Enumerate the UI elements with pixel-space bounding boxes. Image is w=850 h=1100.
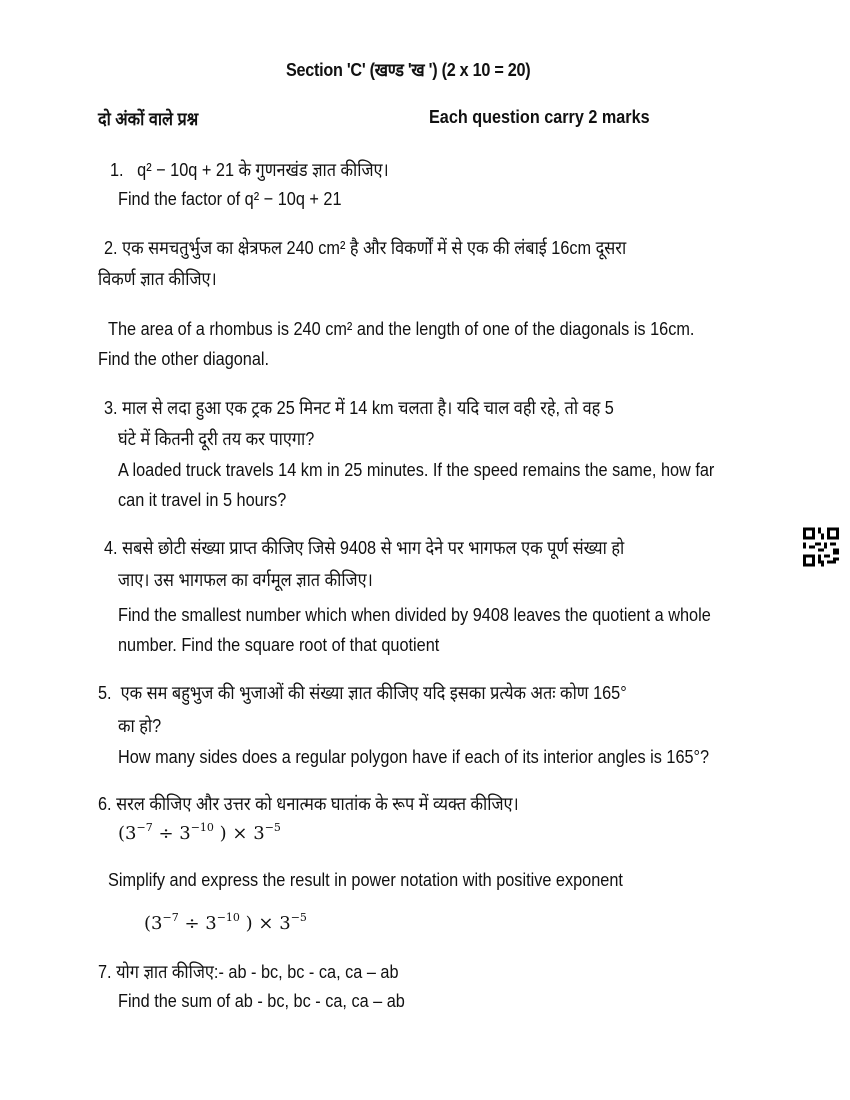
question-text-hindi: q² − 10q + 21 के गुणनखंड ज्ञात कीजिए।	[137, 159, 389, 180]
question-5-hindi-cont: का हो?	[118, 715, 162, 736]
question-4-english-cont: number. Find the square root of that quotient	[118, 634, 440, 655]
question-text-hindi: योग ज्ञात कीजिए:- ab - bc, bc - ca, ca – ab	[116, 961, 399, 982]
question-number: 2.	[104, 237, 118, 258]
question-number: 5.	[98, 682, 112, 703]
question-3-english: A loaded truck travels 14 km in 25 minutes. If the speed remains the same, how far	[118, 459, 715, 480]
question-4-hindi	[104, 535, 624, 560]
question-2-hindi	[104, 235, 626, 260]
qr-code-icon	[803, 527, 839, 567]
question-5-hindi	[98, 680, 627, 705]
question-4-hindi-cont: जाए। उस भागफल का वर्गमूल ज्ञात कीजिए।	[118, 569, 373, 590]
question-7-hindi	[98, 959, 399, 984]
question-text-hindi: सबसे छोटी संख्या प्राप्त कीजिए जिसे 9408 से भाग देने पर भागफल एक पूर्ण संख्या हो	[122, 537, 625, 558]
question-2-english-cont: Find the other diagonal.	[98, 348, 270, 369]
question-2-hindi-cont: विकर्ण ज्ञात कीजिए।	[98, 268, 217, 289]
question-number: 6.	[98, 793, 112, 814]
question-number: 7.	[98, 961, 112, 982]
header-hindi-two-mark: दो अंकों वाले प्रश्न	[98, 109, 199, 129]
question-6-hindi	[98, 791, 519, 816]
question-number: 3.	[104, 397, 118, 418]
question-6-expression-1: ($3^{-7} \div 3^{-10}$ ) × $3^{-5}$	[118, 821, 281, 844]
question-number: 1.	[110, 159, 124, 180]
question-2-english: The area of a rhombus is 240 cm² and the length of one of the diagonals is 16cm.	[108, 318, 695, 339]
question-1-hindi	[110, 157, 389, 182]
question-3-hindi-cont: घंटे में कितनी दूरी तय कर पाएगा?	[118, 428, 315, 449]
section-title: Section 'C' (खण्ड 'ख ') (2 x 10 = 20)	[286, 60, 531, 80]
question-1-english: Find the factor of q² − 10q + 21	[118, 188, 342, 209]
question-6-english: Simplify and express the result in power notation with positive exponent	[108, 869, 623, 890]
question-text-hindi: एक सम बहुभुज की भुजाओं की संख्या ज्ञात कीजिए यदि इसका प्रत्येक अतः कोण 165°	[120, 682, 627, 703]
question-5-english: How many sides does a regular polygon have if each of its interior angles is 165°?	[118, 746, 710, 767]
question-text-hindi: सरल कीजिए और उत्तर को धनात्मक घातांक के रूप में व्यक्त कीजिए।	[116, 793, 519, 814]
question-text-hindi: माल से लदा हुआ एक ट्रक 25 मिनट में 14 km चलता है। यदि चाल वही रहे, तो वह 5	[122, 397, 614, 418]
question-3-english-cont: can it travel in 5 hours?	[118, 489, 287, 510]
question-text-hindi: एक समचतुर्भुज का क्षेत्रफल 240 cm² है और विकर्णों में से एक की लंबाई 16cm दूसरा	[122, 237, 627, 258]
question-number: 4.	[104, 537, 118, 558]
question-6-expression-2: ($3^{-7} \div 3^{-10}$ ) × $3^{-5}$	[144, 911, 307, 934]
header-marks-note: Each question carry 2 marks	[429, 107, 650, 127]
question-3-hindi	[104, 395, 614, 420]
question-7-english: Find the sum of ab - bc, bc - ca, ca – ab	[118, 990, 405, 1011]
question-4-english: Find the smallest number which when divided by 9408 leaves the quotient a whole	[118, 604, 711, 625]
